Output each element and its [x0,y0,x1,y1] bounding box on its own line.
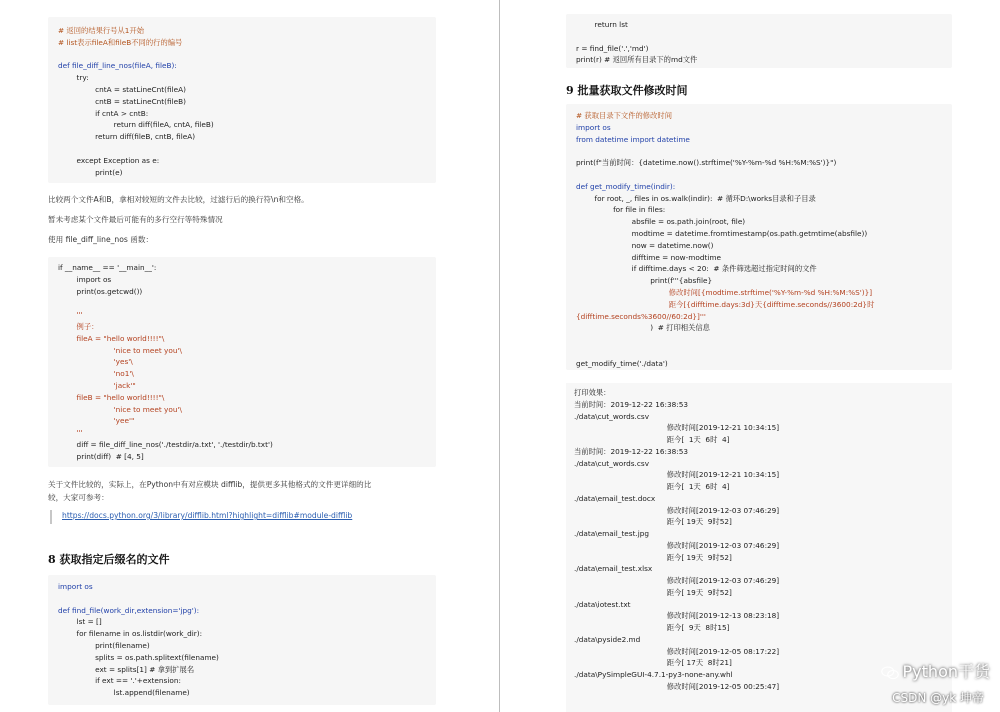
code-line: 例子： [58,321,99,331]
code-line: now = datetime.now() [576,240,714,250]
code-line: 'nice to meet you'\ [58,404,182,414]
code-lines [48,17,436,183]
output-line: 修改时间[2019-12-03 07:46:29] [574,505,780,515]
output-line: 修改时间[2019-12-03 07:46:29] [574,576,780,585]
code-line: print(e) [58,167,123,177]
code-line: 'yes'\ [58,357,133,367]
code-lines [566,104,952,370]
output-line: 修改时间[2019-12-05 00:25:47] [574,681,780,691]
code-line: cntA = statLineCnt(fileA) [58,84,186,94]
difflib-doc-link[interactable]: https://docs.python.org/3/library/difflib.html?highlight=difflib#module-difflib [62,511,353,520]
code-line: print(r) # 返回所有目录下的md文件 [576,55,698,65]
output-line: 当前时间：2019-12-22 16:38:53 [574,399,688,409]
code-lines [48,575,436,705]
code-line: def file_diff_line_nos(fileA, fileB): [58,61,177,71]
code-block-find-file-end [566,14,952,68]
heading-section-9: 9 批量获取文件修改时间 [566,84,688,97]
code-line: return diff(fileB, cntB, fileA) [58,132,196,142]
code-line: return diff(fileA, cntA, fileB) [58,120,214,130]
wechat-icon [881,666,899,680]
output-line: ./data\PySimpleGUI-4.7.1-py3-none-any.whl [574,670,733,679]
code-line: import os [58,274,112,284]
paragraph-difflib: 关于文件比较的，实际上，在Python中有对应模块 difflib，提供更多其他格式的文件更详细的比 [48,480,372,489]
code-line: fileB = "hello world!!!!"\ [58,392,165,402]
output-line: 打印效果： [574,388,611,397]
output-line: 距今[ 19天 9时52] [574,587,732,597]
paragraph-refer: 较，大家可参考： [48,493,109,502]
code-line: {difftime.seconds%3600//60:2d}]''' [576,311,706,321]
code-line: 'no1'\ [58,369,134,379]
code-line: except Exception as e: [58,155,160,165]
output-lines [566,383,952,697]
output-line: ./data\cut_words.csv [574,411,650,421]
heading-section-8: 8 获取指定后缀名的文件 [48,553,170,566]
wechat-watermark [881,659,990,682]
page-divider [499,0,500,712]
code-line: absfile = os.path.join(root, file) [576,217,746,227]
code-line: if cntA > cntB: [58,108,149,118]
code-line: def get_modify_time(indir): [576,181,676,191]
code-line: print(diff) # [4, 5] [58,451,144,461]
output-line: ./data\iotest.txt [574,599,631,609]
paragraph-compare: 比较两个文件A和B，拿相对较短的文件去比较，过滤行后的换行符\n和空格。 [48,195,309,204]
output-line: ./data\pyside2.md [574,634,641,644]
code-line: try: [58,73,89,83]
code-line: get_modify_time('./data') [576,358,668,368]
output-line: 距今[ 9天 8时15] [574,623,730,632]
code-block-diff-func [48,17,436,183]
code-line: fileA = "hello world!!!!"\ [58,333,165,343]
code-line: return lst [576,20,628,29]
code-line: from datetime import datetime [576,134,690,144]
csdn-watermark: CSDN @yk 坤帝 [892,691,984,705]
code-line: ''' [58,428,83,438]
code-line: for filename in os.listdir(work_dir): [58,629,203,639]
code-line: ext = splits[1] # 拿到扩展名 [58,664,195,674]
code-line: lst = [] [58,617,102,627]
code-line: 'yee'" [58,416,135,426]
output-line: 修改时间[2019-12-03 07:46:29] [574,540,780,550]
output-line: 修改时间[2019-12-21 10:34:15] [574,423,780,433]
code-line: ) # 打印相关信息 [576,323,710,333]
code-line: import os [576,122,611,132]
code-line: if __name__ == '__main__': [58,263,157,272]
code-lines [566,14,952,68]
code-line: cntB = statLineCnt(fileB) [58,96,186,106]
code-line: print(f'''{absfile} [576,276,713,286]
code-line: 修改时间[{modtime.strftime('%Y-%m-%d %H:%M:%S')}] [576,287,873,297]
code-line: print(os.getcwd()) [58,286,143,296]
output-line: 距今[ 19天 9时52] [574,552,732,562]
code-line: # 获取目录下文件的修改时间 [576,111,672,120]
code-line: for file in files: [576,205,666,215]
code-line: if ext == '.'+extension: [58,676,181,686]
output-line: ./data\cut_words.csv [574,458,650,468]
code-line: lst.append(filename) [58,688,190,698]
code-line: difftime = now-modtime [576,252,721,262]
code-line: 'nice to meet you'\ [58,345,182,355]
code-line: import os [58,582,93,591]
code-line: # 返回的结果行号从1开始 [58,26,145,35]
code-line: print(filename) [58,640,150,650]
quote-bar [50,510,52,524]
code-line: def find_file(work_dir,extension='jpg'): [58,605,200,615]
output-line: 距今[ 17天 8时21] [574,658,732,668]
code-block-modify-time [566,104,952,370]
code-line: r = find_file('.','md') [576,43,649,53]
code-line: diff = file_diff_line_nos('./testdir/a.txt', './testdir/b.txt') [58,439,273,449]
code-line: if difftime.days < 20: # 条件筛选超过指定时间的文件 [576,264,817,274]
code-line: splits = os.path.splitext(filename) [58,652,219,662]
code-line: ''' [58,310,83,320]
code-line: modtime = datetime.fromtimestamp(os.path.getmtime(absfile)) [576,228,868,238]
wechat-watermark-text: Python干货 [902,662,990,681]
paragraph-note: 暂未考虑某个文件最后可能有的多行空行等特殊情况 [48,215,223,224]
output-line: 修改时间[2019-12-21 10:34:15] [574,470,780,480]
paragraph-usage: 使用 file_diff_line_nos 函数： [48,235,154,244]
output-line: ./data\email_test.xlsx [574,564,653,574]
code-line: print(f"当前时间：{datetime.now().strftime('%Y-%m-%d %H:%M:%S')}") [576,158,837,168]
code-line: 'jack'" [58,380,136,390]
code-block-find-file [48,575,436,705]
code-line: for root, _, files in os.walk(indir): # 循环D:\works目录和子目录 [576,193,816,203]
code-line: # list表示fileA和fileB不同的行的编号 [58,37,183,47]
output-line: ./data\email_test.docx [574,493,656,503]
output-line: 距今[ 19天 9时52] [574,517,732,527]
output-line: 修改时间[2019-12-13 08:23:18] [574,611,780,621]
output-line: 修改时间[2019-12-05 08:17:22] [574,646,780,656]
code-line: 距今[{difftime.days:3d}天{difftime.seconds//3600:2d}时 [576,299,875,309]
output-line: ./data\email_test.jpg [574,529,650,538]
code-lines [48,257,436,467]
output-line: 距今[ 1天 6时 4] [574,435,730,444]
output-line: 距今[ 1天 6时 4] [574,482,730,491]
code-block-usage [48,257,436,467]
output-line: 当前时间：2019-12-22 16:38:53 [574,446,688,456]
